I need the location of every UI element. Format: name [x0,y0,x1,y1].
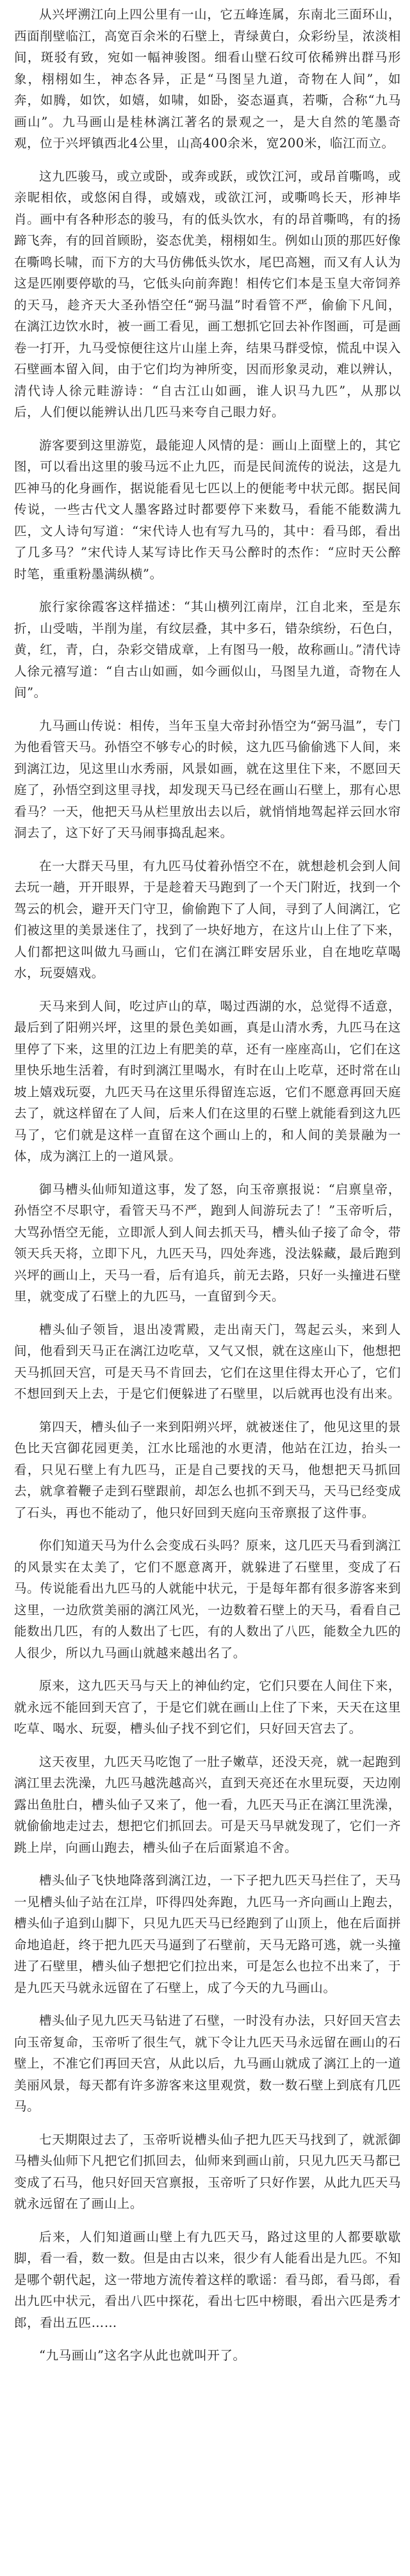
article-paragraph: 槽头仙子领旨，退出凌霄殿，走出南天门，驾起云头，来到人间，他看到天马正在漓江边吃草，又气又恨，就在这座山下，他想把天马抓回天宫，可是天马不肯回去，它们在这里住得太开心了，它们不想回到天上去，于是它们便躲进了石壁里，以后就再也没有出来。 [14,1322,401,1401]
article-paragraph: 这九匹骏马，或立或卧，或奔或跃，或饮江河，或昂首嘶鸣，或亲昵相依，或悠闲自得，或嬉戏，或欲江河，或嘶鸣长天，形神毕肖。画中有各种形态的骏马，有的低头饮水，有的昂首嘶鸣，有的扬蹄飞奔，有的回首顾盼，姿态优美，栩栩如生。例如山顶的那匹好像在嘶鸣长啸，而下方的大马仿佛低头饮水，尾巴高翘，而又有人认为这是匹刚要停歇的马，它低头向前奔跑！相传它们本是玉皇大帝饲养的天马，趁齐天大圣孙悟空任“弼马温”时看管不严，偷偷下凡间，在漓江边饮水时，被一画工看见，画工想抓它回去补作图画，可是画卷一打开，九马受惊便往这片山崖上奔，结果马群受惊，慌乱中误入石壁画本留入间，由于它们均为神所变，因而形象灵动，难以辨认，清代诗人徐元畦游诗：“自古江山如画，谁人识马九匹”，从那以后，人们便以能辨认出几匹马来夸自己眼力好。 [14,168,401,419]
article-paragraph: 旅行家徐霞客这样描述：“其山横列江南岸，江自北来，至是东折，山受啮，半削为崖，有纹层叠，其中多石，错杂缤纷，石色白，黄，红，青，白，杂彩交错成章，上有图马一般，故称画山。”清代诗人徐元禧写道：“自古山如画，如今画似山，马图呈九道，奇物在人间”。 [14,599,401,700]
article-paragraph: 槽头仙子见九匹天马钻进了石壁，一时没有办法，只好回天宫去向玉帝复命，玉帝听了很生气，就下令让九匹天马永远留在画山的石壁上，不准它们再回天宫，从此以后，九马画山就成了漓江上的一道美丽风景，每天都有许多游客来这里观赏，数一数石壁上到底有几匹马。 [14,2013,401,2114]
article-paragraph: 从兴坪溯江向上四公里有一山，它五峰连属，东南北三面环山，西面削壁临江，高宽百余米的石壁上，青绿黄白，众彩纷呈，浓淡相间，斑驳有致，宛如一幅神骏图。细看山壁石纹可依稀辨出群马形象，栩栩如生，神态各异，正是“马图呈九道，奇物在人间”，如奔，如腾，如饮，如嬉，如啸，如卧，姿态逼真，若嘶，合称“九马画山”。九马画山是桂林漓江著名的景观之一，是大自然的笔墨奇观，位于兴坪镇西北4公里，山高400余米，宽200米，临江而立。 [14,7,401,150]
article-paragraph: 第四天，槽头仙子一来到阳朔兴坪，就被迷住了，他见这里的景色比天宫御花园更美，江水比瑶池的水更清，他站在江边，抬头一看，只见石壁上有九匹马，正是自己要找的天马，他想把天马抓回去，就拿着鞭子走到石壁跟前，却怎么也抓不到天马，天马已经变成了石头，再也不能动了，他只好回到天庭向玉帝禀报了这件事。 [14,1419,401,1520]
article-paragraph: 槽头仙子飞快地降落到漓江边，一下子把九匹天马拦住了，天马一见槽头仙子站在江岸，吓得四处奔跑，九匹马一齐向画山上跑去，槽头仙子追到山脚下，只见九匹天马已经跑到了山顶上，他在后面拼命地追赶，终于把九匹天马逼到了石壁前，天马无路可逃，就一头撞进了石壁里，槽头仙子想把它们拉出来，可是怎么也拉不出来了，于是九匹天马就永远留在了石壁上，成了今天的九马画山。 [14,1873,401,1995]
article-paragraph: 天马来到人间，吃过庐山的草，喝过西湖的水，总觉得不适意，最后到了阳朔兴坪，这里的景色美如画，真是山清水秀，九匹马在这里停了下来，这里的江边上有肥美的草，还有一座座高山，它们在这里快乐地生活着，有时到漓江里喝水，有时在山上吃草，还时常在山坡上嬉戏玩耍，九匹天马在这里乐得留连忘返，它们不愿意再回天庭去了，就这样留在了人间，后来人们在这里的石壁上就能看到这九匹马了，它们就是这样一直留在这个画山上的，和人间的美景融为一体，成为漓江上的一道风景。 [14,998,401,1163]
article-paragraph: 原来，这九匹天马与天上的神仙约定，它们只要在人间住下来，就永远不能回到天宫了，于是它们就在画山上住了下来，天天在这里吃草、喝水、玩耍，槽头仙子找不到它们，只好回天宫去了。 [14,1678,401,1736]
article-paragraph: 御马槽头仙师知道这事，发了怒，向玉帝禀报说：“启禀皇帝，孙悟空不尽职守，看管天马不严，跑到人间游玩去了！”玉帝听后，大骂孙悟空无能，立即派人到人间去抓天马，槽头仙子接了命令，带领天兵天将，立即下凡，九匹天马，四处奔逃，没法躲藏，最后跑到兴坪的画山上，天马一看，后有追兵，前无去路，只好一头撞进石壁里，就变成了石壁上的九匹马，一直留到今天。 [14,1181,401,1304]
article-closing-line: “九马画山”这名字从此也就叫开了。 [39,2348,246,2363]
article-paragraph: 七天期限过去了，玉帝听说槽头仙子把九匹天马找到了，就派御马槽头仙师下凡把它们抓回去，仙师来到画山前，只见九匹天马都已变成了石马，他只好回天宫禀报，玉帝听了只好作罢，从此九匹天马就永远留在了画山上。 [14,2132,401,2211]
article-paragraph: 后来，人们知道画山壁上有九匹天马，路过这里的人都要歇歇脚，看一看，数一数。但是由古以来，很少有人能看出是九匹。不知是哪个朝代起，这一带地方流传着这样的歌谣：看马郎，看马郎，看出九匹中状元，看出八匹中探花，看出七匹中榜眼，看出六匹是秀才郎，看出五匹…… [14,2229,401,2330]
article-paragraph: 九马画山传说：相传，当年玉皇大帝封孙悟空为“弼马温”，专门为他看管天马。孙悟空不够专心的时候，这九匹马偷偷逃下人间，来到漓江边，见这里山水秀丽，风景如画，就在这里住下来，不愿回天庭了，孙悟空到这里寻找，却发现天马已经在画山石壁上，那有心思看马？一天，他把天马从栏里放出去以后，就悄悄地驾起祥云回水帘洞去了，这下好了天马闹事捣乱起来。 [14,718,401,840]
article-paragraph: 游客要到这里游览，最能迎人风情的是：画山上面壁上的，其它图，可以看出这里的骏马远不止九匹，而是民间流传的说法，这是九匹神马的化身画作，据说能看见七匹以上的便能考中状元郎。据民间传说，一些古代文人墨客路过时都要停下来数马，看能不能数满九匹，文人诗句写道：“宋代诗人也有写九马的，其中：看马郎，看出了几多马？”宋代诗人某写诗比作天马公醉时的杰作：“应时天公醉时笔，重重粉墨满纵横”。 [14,437,401,581]
article-paragraph: 在一大群天马里，有九匹马仗着孙悟空不在，就想趁机会到人间去玩一趟，开开眼界，于是趁着天马跑到了一个天门附近，找到一个驾云的机会，避开天门守卫，偷偷跑下了人间，寻到了人间漓江，它们被这里的美景迷住了，找到了一块好地方，在这片山上住了下来，人们都把这叫做九马画山，它们在漓江畔安居乐业，自在地吃草喝水，玩耍嬉戏。 [14,858,401,980]
article-paragraph: 这天夜里，九匹天马吃饱了一肚子嫩草，还没天亮，就一起跑到漓江里去洗澡，九匹马越洗越高兴，直到天亮还在水里玩耍，天边刚露出鱼肚白，槽头仙子又来了，他一看，九匹天马正在漓江里洗澡，就偷偷地走过去，想把它们抓回去。可是天马早就发现了，它们一齐跳上岸，向画山跑去，槽头仙子在后面紧追不舍。 [14,1754,401,1855]
article-paragraph: 你们知道天马为什么会变成石头吗？原来，这几匹天马看到漓江的风景实在太美了，它们不愿意离开，就躲进了石壁里，变成了石马。传说能看出九匹马的人就能中状元，于是每年都有很多游客来到这里，一边欣赏美丽的漓江风光，一边数着石壁上的天马，看看自己能数出几匹，有的人数出了七匹，有的人数出了八匹，能数全九匹的人很少，所以九马画山就越来越出名了。 [14,1538,401,1660]
